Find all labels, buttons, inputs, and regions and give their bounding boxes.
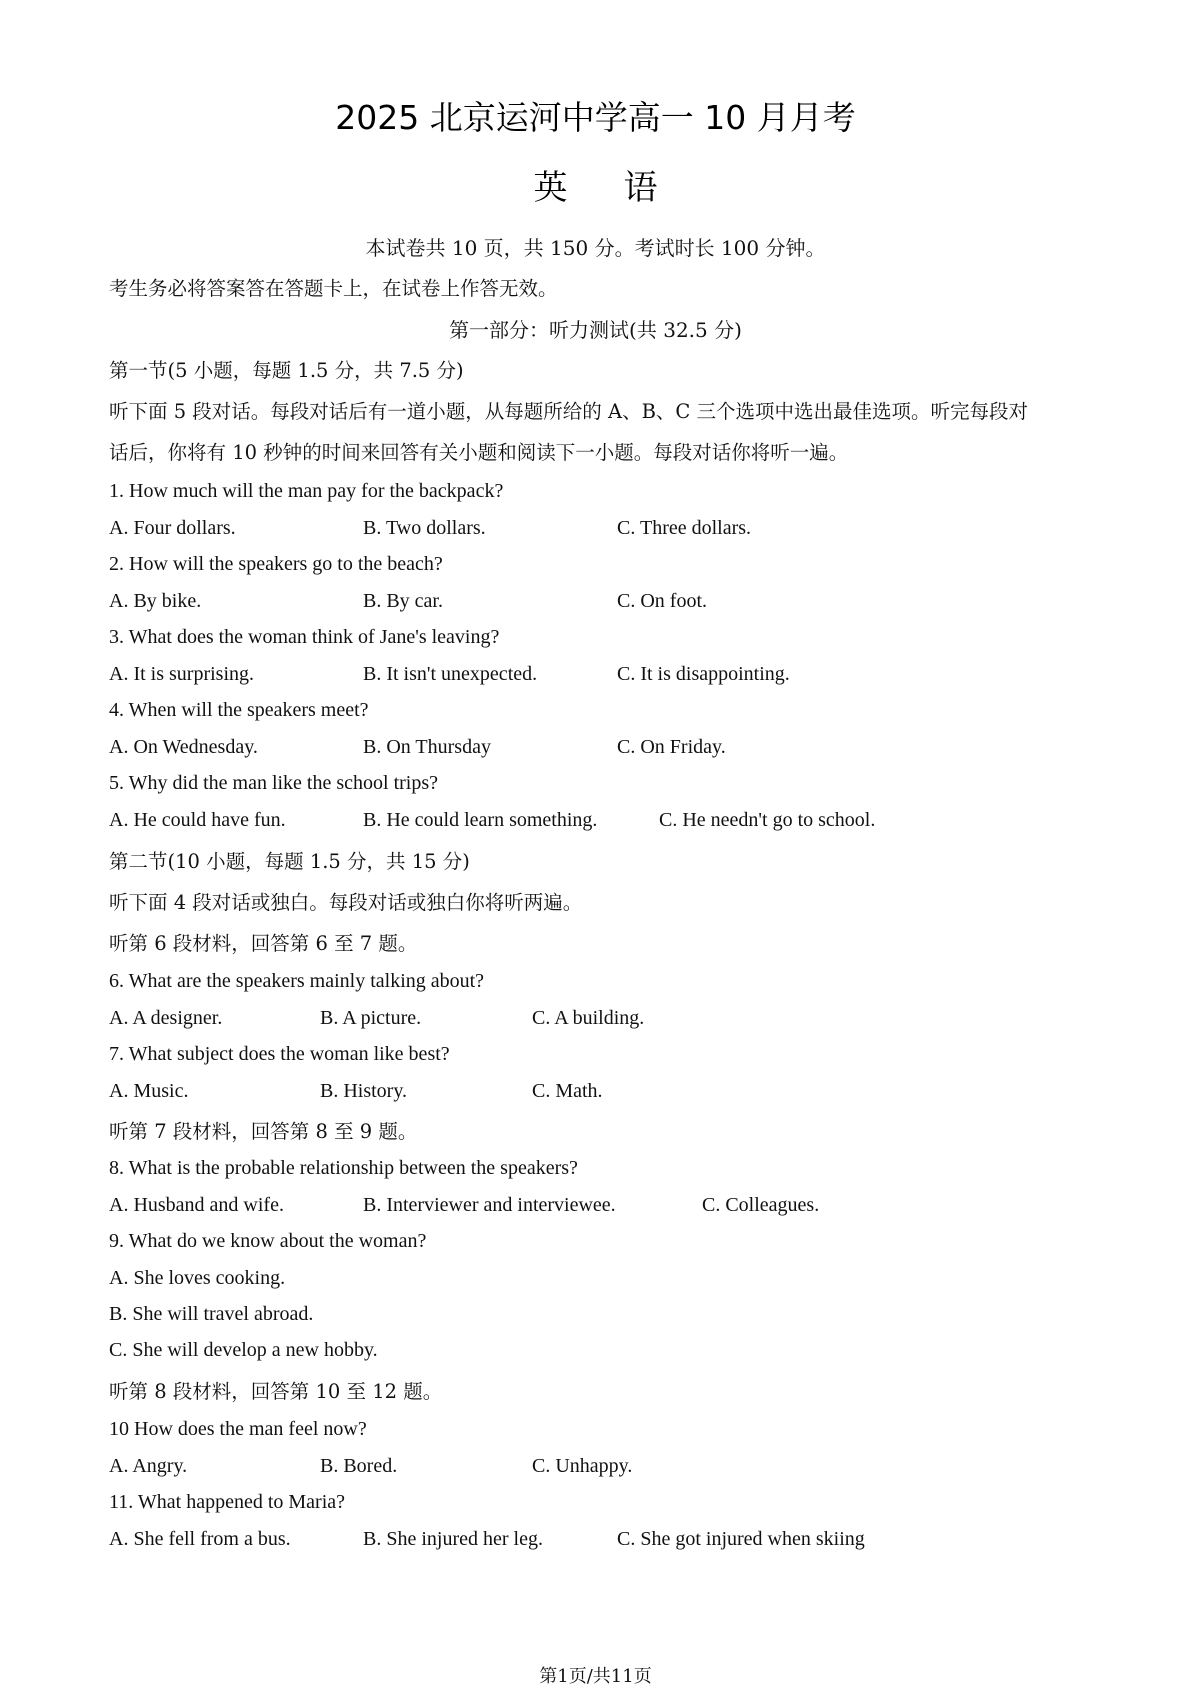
option-4c: C. On Friday.	[617, 736, 726, 758]
option-4b: B. On Thursday	[363, 736, 491, 758]
answer-notice: 考生务必将答案答在答题卡上，在试卷上作答无效。	[109, 277, 558, 300]
option-1a: A. Four dollars.	[109, 517, 236, 539]
option-5c: C. He needn't go to school.	[659, 809, 876, 831]
question-10: 10 How does the man feel now?	[109, 1418, 367, 1440]
question-11: 11. What happened to Maria?	[109, 1491, 346, 1513]
material-7-label: 听第 7 段材料，回答第 8 至 9 题。	[109, 1120, 418, 1143]
exam-title: 2025 北京运河中学高一 10 月月考	[335, 98, 856, 137]
option-7c: C. Math.	[532, 1080, 603, 1102]
question-2: 2. How will the speakers go to the beach?	[109, 553, 443, 575]
option-7b: B. History.	[320, 1080, 408, 1102]
section2-heading: 第二节(10 小题，每题 1.5 分，共 15 分)	[109, 850, 470, 873]
option-1c: C. Three dollars.	[617, 517, 752, 539]
question-3: 3. What does the woman think of Jane's leaving?	[109, 626, 500, 648]
section1-instruction-line1: 听下面 5 段对话。每段对话后有一道小题，从每题所给的 A、B、C 三个选项中选出最佳选项。听完每段对	[109, 400, 1029, 423]
option-8b: B. Interviewer and interviewee.	[363, 1194, 616, 1216]
subject-title: 英语	[533, 168, 714, 208]
option-10a: A. Angry.	[109, 1455, 188, 1477]
section2-instruction: 听下面 4 段对话或独白。每段对话或独白你将听两遍。	[109, 891, 583, 914]
section1-heading: 第一节(5 小题，每题 1.5 分，共 7.5 分)	[109, 359, 464, 382]
option-6c: C. A building.	[532, 1007, 645, 1029]
option-10c: C. Unhappy.	[532, 1455, 633, 1477]
option-8a: A. Husband and wife.	[109, 1194, 284, 1216]
option-11c: C. She got injured when skiing	[617, 1528, 865, 1550]
option-9a: A. She loves cooking.	[109, 1267, 286, 1289]
exam-info: 本试卷共 10 页，共 150 分。考试时长 100 分钟。	[365, 236, 826, 260]
question-9: 9. What do we know about the woman?	[109, 1230, 427, 1252]
part1-heading: 第一部分：听力测试(共 32.5 分)	[449, 318, 742, 342]
option-1b: B. Two dollars.	[363, 517, 486, 539]
page-number: 第1页/共11页	[539, 1666, 652, 1687]
option-5b: B. He could learn something.	[363, 809, 598, 831]
option-6a: A. A designer.	[109, 1007, 223, 1029]
question-5: 5. Why did the man like the school trips?	[109, 772, 439, 794]
material-6-label: 听第 6 段材料，回答第 6 至 7 题。	[109, 932, 418, 955]
option-2a: A. By bike.	[109, 590, 202, 612]
option-5a: A. He could have fun.	[109, 809, 286, 831]
option-11b: B. She injured her leg.	[363, 1528, 543, 1550]
option-10b: B. Bored.	[320, 1455, 398, 1477]
question-1: 1. How much will the man pay for the backpack?	[109, 480, 504, 502]
option-7a: A. Music.	[109, 1080, 189, 1102]
option-2b: B. By car.	[363, 590, 443, 612]
option-3a: A. It is surprising.	[109, 663, 254, 685]
section1-instruction-line2: 话后，你将有 10 秒钟的时间来回答有关小题和阅读下一小题。每段对话你将听一遍。	[109, 441, 849, 464]
question-8: 8. What is the probable relationship between the speakers?	[109, 1157, 578, 1179]
option-6b: B. A picture.	[320, 1007, 422, 1029]
question-6: 6. What are the speakers mainly talking about?	[109, 970, 485, 992]
option-9b: B. She will travel abroad.	[109, 1303, 314, 1325]
option-9c: C. She will develop a new hobby.	[109, 1339, 378, 1361]
option-3b: B. It isn't unexpected.	[363, 663, 538, 685]
question-4: 4. When will the speakers meet?	[109, 699, 369, 721]
question-7: 7. What subject does the woman like best?	[109, 1043, 450, 1065]
option-11a: A. She fell from a bus.	[109, 1528, 291, 1550]
material-8-label: 听第 8 段材料，回答第 10 至 12 题。	[109, 1380, 443, 1403]
option-4a: A. On Wednesday.	[109, 736, 258, 758]
option-8c: C. Colleagues.	[702, 1194, 820, 1216]
option-3c: C. It is disappointing.	[617, 663, 790, 685]
option-2c: C. On foot.	[617, 590, 707, 612]
